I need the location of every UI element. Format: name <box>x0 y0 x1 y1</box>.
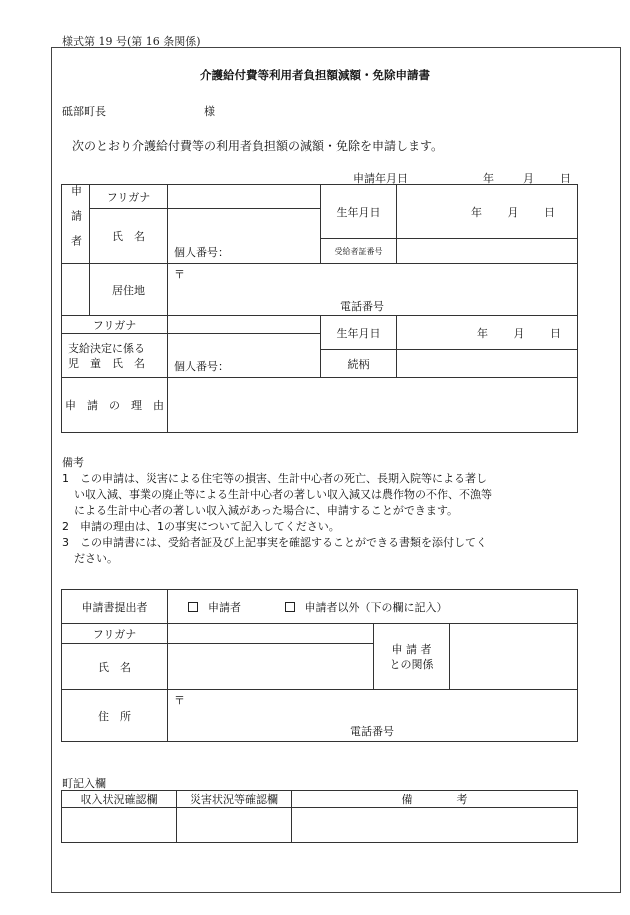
child-furigana-label: フリガナ <box>62 316 168 334</box>
disaster-check-header: 災害状況等確認欄 <box>177 791 292 808</box>
application-date-label: 申請年月日 <box>353 172 408 185</box>
submitter-address-label: 住 所 <box>62 690 168 742</box>
applicant-furigana-field[interactable] <box>168 185 321 209</box>
application-date-day: 日 <box>560 172 571 185</box>
cert-number-label: 受給者証番号 <box>321 239 397 264</box>
reason-label: 申 請 の 理 由 <box>62 378 168 433</box>
submitter-furigana-label: フリガナ <box>62 624 168 644</box>
note-line: 1 この申請は、災害による住宅等の損害、生計中心者の死亡、長期入院等による著し <box>62 472 487 485</box>
child-relation-field[interactable] <box>397 350 578 378</box>
note-line: 3 この申請書には、受給者証及び上記事実を確認することができる書類を添付してく <box>62 536 487 549</box>
child-birthdate-field[interactable] <box>397 316 578 350</box>
submitter-name-label: 氏 名 <box>62 644 168 690</box>
applicant-name-label: 氏 名 <box>90 209 168 264</box>
application-date-year: 年 <box>483 172 494 185</box>
applicant-name-field[interactable] <box>168 209 321 264</box>
applicant-address-label: 居住地 <box>90 264 168 316</box>
birth-month-label: 月 <box>507 205 519 219</box>
addressee-honorific: 様 <box>204 105 215 118</box>
applicant-mynumber-label: 個人番号： <box>174 246 229 259</box>
form-title: 介護給付費等利用者負担額減額・免除申請書 <box>200 68 430 82</box>
submitter-address-field[interactable] <box>168 690 578 742</box>
submitter-phone-label: 電話番号 <box>350 725 394 738</box>
child-name-label: 支給決定に係る 児 童 氏 名 <box>62 334 168 378</box>
submitter-furigana-field[interactable] <box>168 624 374 644</box>
child-relation-label: 続柄 <box>321 350 397 378</box>
applicant-address-field[interactable] <box>168 264 578 316</box>
submitter-postal-mark: 〒 <box>174 694 185 707</box>
note-line: い収入減、事業の廃止等による生計中心者の著しい収入減又は農作物の不作、不漁等 <box>74 488 492 501</box>
submitter-options <box>168 590 578 624</box>
submitter-label: 申請書提出者 <box>62 590 168 624</box>
remarks-header: 備 考 <box>292 791 578 808</box>
income-check-field[interactable] <box>62 808 177 843</box>
applicant-furigana-label: フリガナ <box>90 185 168 209</box>
submitter-relation-label: 申 請 者 との関係 <box>374 624 450 690</box>
application-date-month: 月 <box>523 172 534 185</box>
applicant-section-continued <box>62 264 90 316</box>
submitter-name-field[interactable] <box>168 644 374 690</box>
applicant-birthdate-field[interactable] <box>397 185 578 239</box>
child-furigana-field[interactable] <box>168 316 321 334</box>
note-line: ださい。 <box>74 552 118 565</box>
note-line: 2 申請の理由は、1の事実について記入してください。 <box>62 520 340 533</box>
form-number: 様式第 19 号(第 16 条関係) <box>62 35 201 48</box>
birth-year-label: 年 <box>471 205 482 219</box>
applicant-postal-mark: 〒 <box>174 268 185 281</box>
child-mynumber-label: 個人番号： <box>174 360 229 373</box>
town-section-heading: 町記入欄 <box>62 777 106 790</box>
reason-field[interactable] <box>168 378 578 433</box>
checkbox-other[interactable] <box>285 602 295 612</box>
child-birth-month: 月 <box>513 326 525 340</box>
option-applicant[interactable]: 申請者 <box>188 601 241 614</box>
child-birthdate-label: 生年月日 <box>321 316 397 350</box>
child-birth-day: 日 <box>550 326 561 340</box>
addressee-mayor: 砥部町長 <box>62 105 106 118</box>
option-other[interactable]: 申請者以外（下の欄に記入） <box>285 601 448 614</box>
remarks-field[interactable] <box>292 808 578 843</box>
income-check-header: 収入状況確認欄 <box>62 791 177 808</box>
applicant-section-label: 申請者 <box>62 185 90 264</box>
child-birth-year: 年 <box>477 326 488 340</box>
child-name-field[interactable] <box>168 334 321 378</box>
town-table <box>61 790 578 843</box>
applicant-birthdate-label: 生年月日 <box>321 185 397 239</box>
applicant-phone-label: 電話番号 <box>340 300 384 313</box>
submitter-relation-field[interactable] <box>450 624 578 690</box>
submitter-table <box>61 589 578 742</box>
note-line: による生計中心者の著しい収入減があった場合に、申請することができます。 <box>74 504 459 517</box>
intro-text: 次のとおり介護給付費等の利用者負担額の減額・免除を申請します。 <box>72 139 444 153</box>
disaster-check-field[interactable] <box>177 808 292 843</box>
notes-heading: 備考 <box>62 456 84 469</box>
checkbox-applicant[interactable] <box>188 602 198 612</box>
applicant-table <box>61 184 578 433</box>
cert-number-field[interactable] <box>397 239 578 264</box>
birth-day-label: 日 <box>544 205 555 219</box>
notes <box>62 455 492 567</box>
